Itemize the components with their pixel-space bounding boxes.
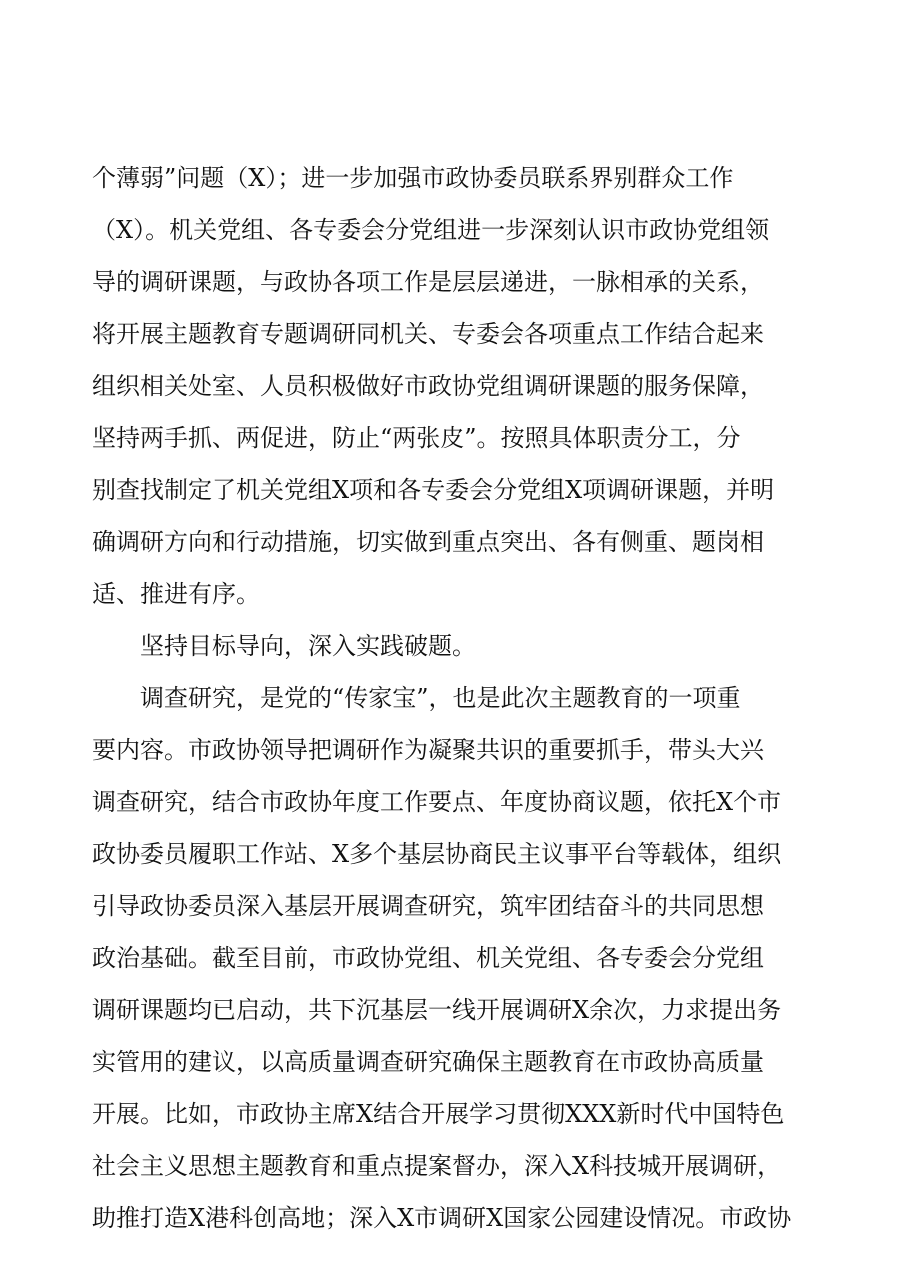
text-line: 确调研方向和行动措施，切实做到重点突出、各有侧重、题岗相 [92, 528, 764, 556]
text-line: 别查找制定了机关党组X项和各专委会分党组X项调研课题，并明 [92, 476, 775, 504]
text-line: 组织相关处室、人员积极做好市政协党组调研课题的服务保障， [92, 372, 764, 400]
text-line: 引导政协委员深入基层开展调查研究，筑牢团结奋斗的共同思想 [92, 892, 764, 920]
text-line: 调查研究，结合市政协年度工作要点、年度协商议题，依托X个市 [92, 788, 782, 816]
text-line: 助推打造X港科创高地；深入X市调研X国家公园建设情况。市政协 [92, 1204, 792, 1232]
text-line: 调研课题均已启动，共下沉基层一线开展调研X余次，力求提出务 [92, 996, 782, 1024]
text-line: 政协委员履职工作站、X多个基层协商民主议事平台等载体，组织 [92, 840, 782, 868]
section-heading: 坚持目标导向，深入实践破题。 [140, 632, 476, 660]
text-line: 个薄弱”问题（X）；进一步加强市政协委员联系界别群众工作 [92, 164, 734, 192]
text-line: 开展。比如，市政协主席X结合开展学习贯彻XXX新时代中国特色 [92, 1100, 785, 1128]
text-line: 导的调研课题，与政协各项工作是层层递进，一脉相承的关系， [92, 268, 764, 296]
text-line: 要内容。市政协领导把调研作为凝聚共识的重要抓手，带头大兴 [92, 736, 764, 764]
text-line: 适、推进有序。 [92, 580, 260, 608]
text-line: 社会主义思想主题教育和重点提案督办，深入X科技城开展调研， [92, 1152, 782, 1180]
text-line: 将开展主题教育专题调研同机关、专委会各项重点工作结合起来 [92, 320, 764, 348]
text-line: 政治基础。截至目前，市政协党组、机关党组、各专委会分党组 [92, 944, 764, 972]
paragraph-first-line: 调查研究，是党的“传家宝”，也是此次主题教育的一项重 [140, 684, 741, 712]
text-line: （X）。机关党组、各专委会分党组进一步深刻认识市政协党组领 [92, 216, 770, 244]
text-line: 坚持两手抓、两促进，防止“两张皮”。按照具体职责分工，分 [92, 424, 741, 452]
body-text [92, 152, 832, 1244]
text-line: 实管用的建议，以高质量调查研究确保主题教育在市政协高质量 [92, 1048, 764, 1076]
